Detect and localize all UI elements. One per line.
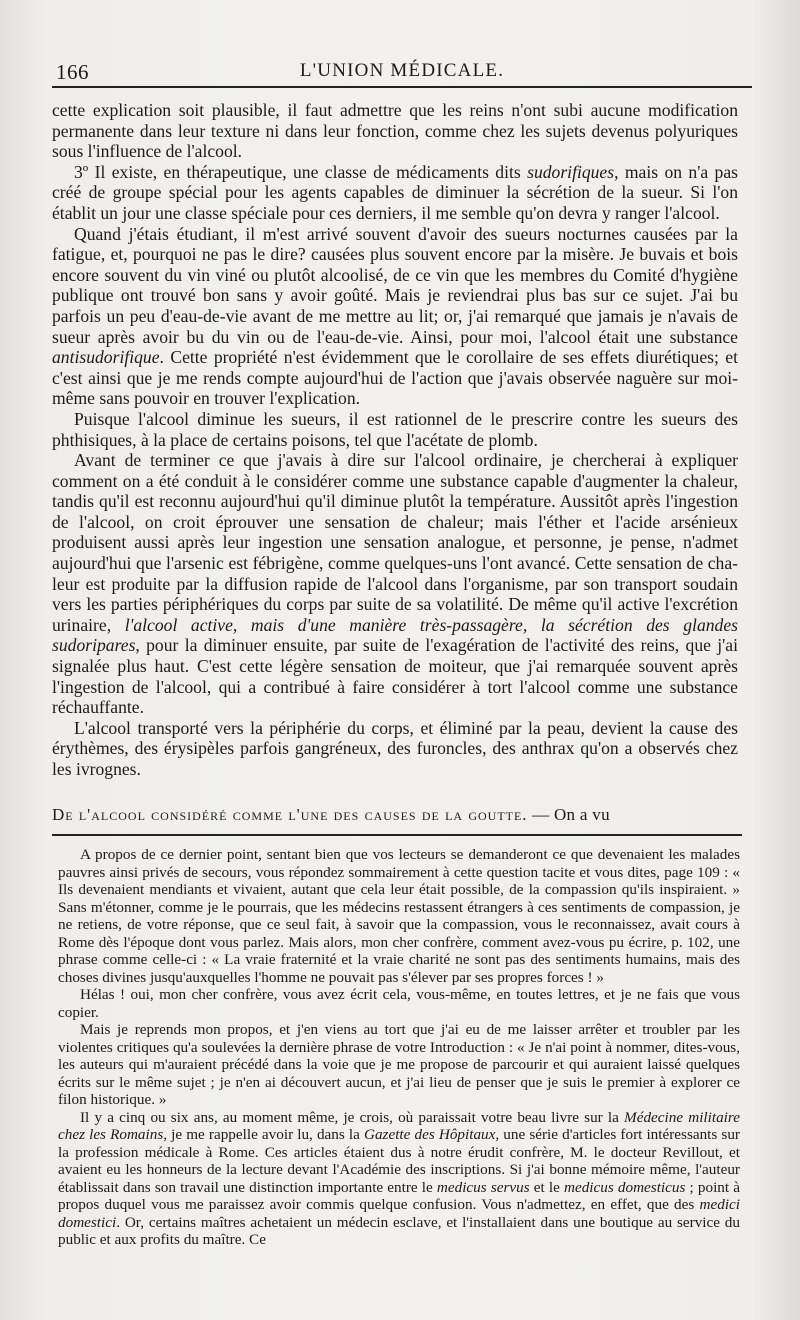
paragraph	[52, 162, 738, 224]
paragraph: cette explication soit plausible, il faut admettre que les reins n'ont subi aucune modification permanente dans leur texture ni dans leur fonction, comme chez les sujets devenus polyuriques sous l'influence de l'alcool.	[52, 100, 738, 162]
italic-phrase: l'alcool active, mais d'une manière très-passagère, la sécrétion des glandes sudoripares	[52, 614, 738, 656]
footnote-paragraph	[58, 1109, 740, 1249]
footnote-divider	[52, 834, 742, 836]
italic-term: antisudorifique	[52, 347, 160, 368]
text-run: Avant de terminer ce que j'avais à dire sur l'alcool ordinaire, je chercherai à expliquer comment on a été conduit à le considérer comme une substance capable d'augmenter la chaleur, tandis qu'il est reconnu aujourd'hui qu'il diminue plutôt la température. Aussitôt après l'ingestion de l'alcool, on croit éprouver une sensation de chaleur; mais l'éther et l'acide arsénieux produisent aussi après leur ingestion une sensation analogue, et personne, je pense, n'admet aujourd'hui que l'arsenic est fébrigène, comme quelques-uns l'ont avancé. Cette sensation de chaleur est produite par la diffusion rapide de l'alcool dans l'organisme, par son transport soudain vers les parties périphériques du corps par suite de sa volatilité. De même qu'il active l'excrétion urinaire,	[52, 450, 738, 635]
section-heading	[52, 804, 738, 826]
text-run: , une série d'articles fort intéressants sur la profession médicale à Rome. Ces articles étaient dus à notre érudit confrère, M. le docteur Revillout, et avaient eu les honneurs de la lecture devant l'Académie des inscriptions. Si j'ai bonne mémoire même, l'auteur établissait dans son travail une distinction importante entre le	[58, 1126, 740, 1196]
text-run: et le	[529, 1178, 564, 1196]
page-header	[52, 58, 752, 88]
footnote-paragraph: Hélas ! oui, mon cher confrère, vous avez écrit cela, vous-même, en toutes lettres, et je ne fais que vous copier.	[58, 986, 740, 1021]
italic-title: Gazette des Hôpitaux	[364, 1126, 496, 1143]
paragraph	[52, 450, 738, 718]
main-text	[52, 100, 738, 780]
section-continuation: — On a vu	[527, 805, 610, 824]
running-title: L'UNION MÉDICALE.	[299, 60, 505, 81]
footnote-text	[58, 846, 740, 1249]
text-run: , je me rappelle avoir lu, dans la	[163, 1126, 364, 1143]
text-run: ; point à propos duquel vous me paraissez avoir commis quelque confusion. Vous n'admettez, en effet, que des	[58, 1178, 740, 1213]
footnote-paragraph: Mais je reprends mon propos, et j'en viens au tort que j'ai eu de me laisser arrêter et troubler par les violentes critiques qu'a soulevées la dernière phrase de votre Introduction : « Je n'ai point à nommer, dites-vous, les auteurs qui m'auraient précédé dans la voie que je me propose de parcourir et qui auraient laissé quelques écrits sur le même sujet ; je n'en ai découvert aucun, et j'ai lieu de penser que je suis le premier à explorer ce filon historique. »	[58, 1021, 740, 1108]
text-run: 3º Il existe, en thérapeutique, une classe de médicaments dits	[74, 161, 528, 182]
paragraph	[52, 224, 738, 409]
paragraph: L'alcool transporté vers la périphérie du corps, et éliminé par la peau, devient la cause des érythèmes, des érysipèles parfois gangréneux, des furoncles, des anthrax qu'on a observés chez les ivrognes.	[52, 717, 738, 779]
italic-term: medicus servus	[436, 1178, 530, 1196]
italic-term: medicus domesticus	[563, 1178, 686, 1196]
text-run: Il y a cinq ou six ans, au moment même, je crois, où paraissait votre beau livre sur la	[80, 1108, 625, 1126]
text-run: , pour la diminuer ensuite, par suite de l'exagération de l'activité des reins, que j'ai signalée plus haut. C'est cette légère sensation de moiteur, que j'ai remarquée souvent après l'ingestion de l'alcool, qui a contribué à faire considérer à tort l'alcool comme une substance réchauffante.	[52, 635, 738, 718]
italic-title: Médecine militaire chez les Romains	[58, 1108, 740, 1143]
paragraph: Puisque l'alcool diminue les sueurs, il est rationnel de le prescrire contre les sueurs des phthisiques, à la place de certains poisons, tel que l'acétate de plomb.	[52, 408, 738, 450]
text-run: Quand j'étais étudiant, il m'est arrivé souvent d'avoir des sueurs nocturnes causées par la fatigue, et, pourquoi ne pas le dire? causées plus souvent encore par la misère. Je buvais et bois encore souvent du vin viné ou plutôt alcoolisé, de ce vin que les membres du Comité d'hygiène publique ont trouvé bon sans y avoir goûté. Mais je reviendrai plus bas sur ce sujet. J'ai bu parfois un peu d'eau-de-vie avant de me mettre au lit; or, j'ai remarqué que jamais je n'avais de sueur après avoir bu du vin ou de l'eau-de-vie. Ainsi, pour moi, l'alcool était une substance	[52, 223, 738, 347]
section-title: De l'alcool considéré comme l'une des causes de la goutte.	[52, 805, 528, 824]
italic-term: medici domestici	[58, 1196, 740, 1231]
text-run: . Cette propriété n'est évidemment que le corollaire de ses effets diurétiques; et c'est ainsi que je me rends compte aujourd'hui de l'action que j'avais observée naguère sur moi-même sans pouvoir en trouver l'explication.	[52, 347, 738, 409]
text-run: , mais on n'a pas créé de groupe spécial pour les agents capables de diminuer la sécrétion de la sueur. Si l'on établit un jour une classe spéciale pour ces derniers, il me semble qu'on devra y ranger l'alcool.	[52, 161, 738, 223]
text-run: . Or, certains maîtres achetaient un médecin esclave, et l'installaient dans une boutique au service du public et aux profits du maître. Ce	[58, 1213, 740, 1248]
footnote-paragraph: A propos de ce dernier point, sentant bien que vos lecteurs se demanderont ce que devenaient les malades pauvres ainsi privés de secours, vous répondez sommairement à cette question tacite et vous dites, page 109 : « Ils devenaient mendiants et vivaient, autant que cela leur était possible, de la compassion qu'ils inspiraient. » Sans m'étonner, comme je le pourrais, que les médecins restassent étrangers à ces sentiments de compassion, je ne retiens, de votre réponse, que ce seul fait, à savoir que la compassion, vous le reconnaissez, avait cours à Rome dès l'époque dont vous parlez. Mais alors, mon cher confrère, comment avez-vous pu écrire, p. 102, une phrase comme celle-ci : « La vraie fraternité et la vraie charité ne sont pas des sentiments humains, mais des choses divines jusqu'auxquelles l'homme ne pouvait pas s'élever par ses propres forces ! »	[58, 846, 740, 986]
page-number: 166	[56, 60, 89, 84]
italic-term: sudorifiques	[527, 161, 615, 182]
